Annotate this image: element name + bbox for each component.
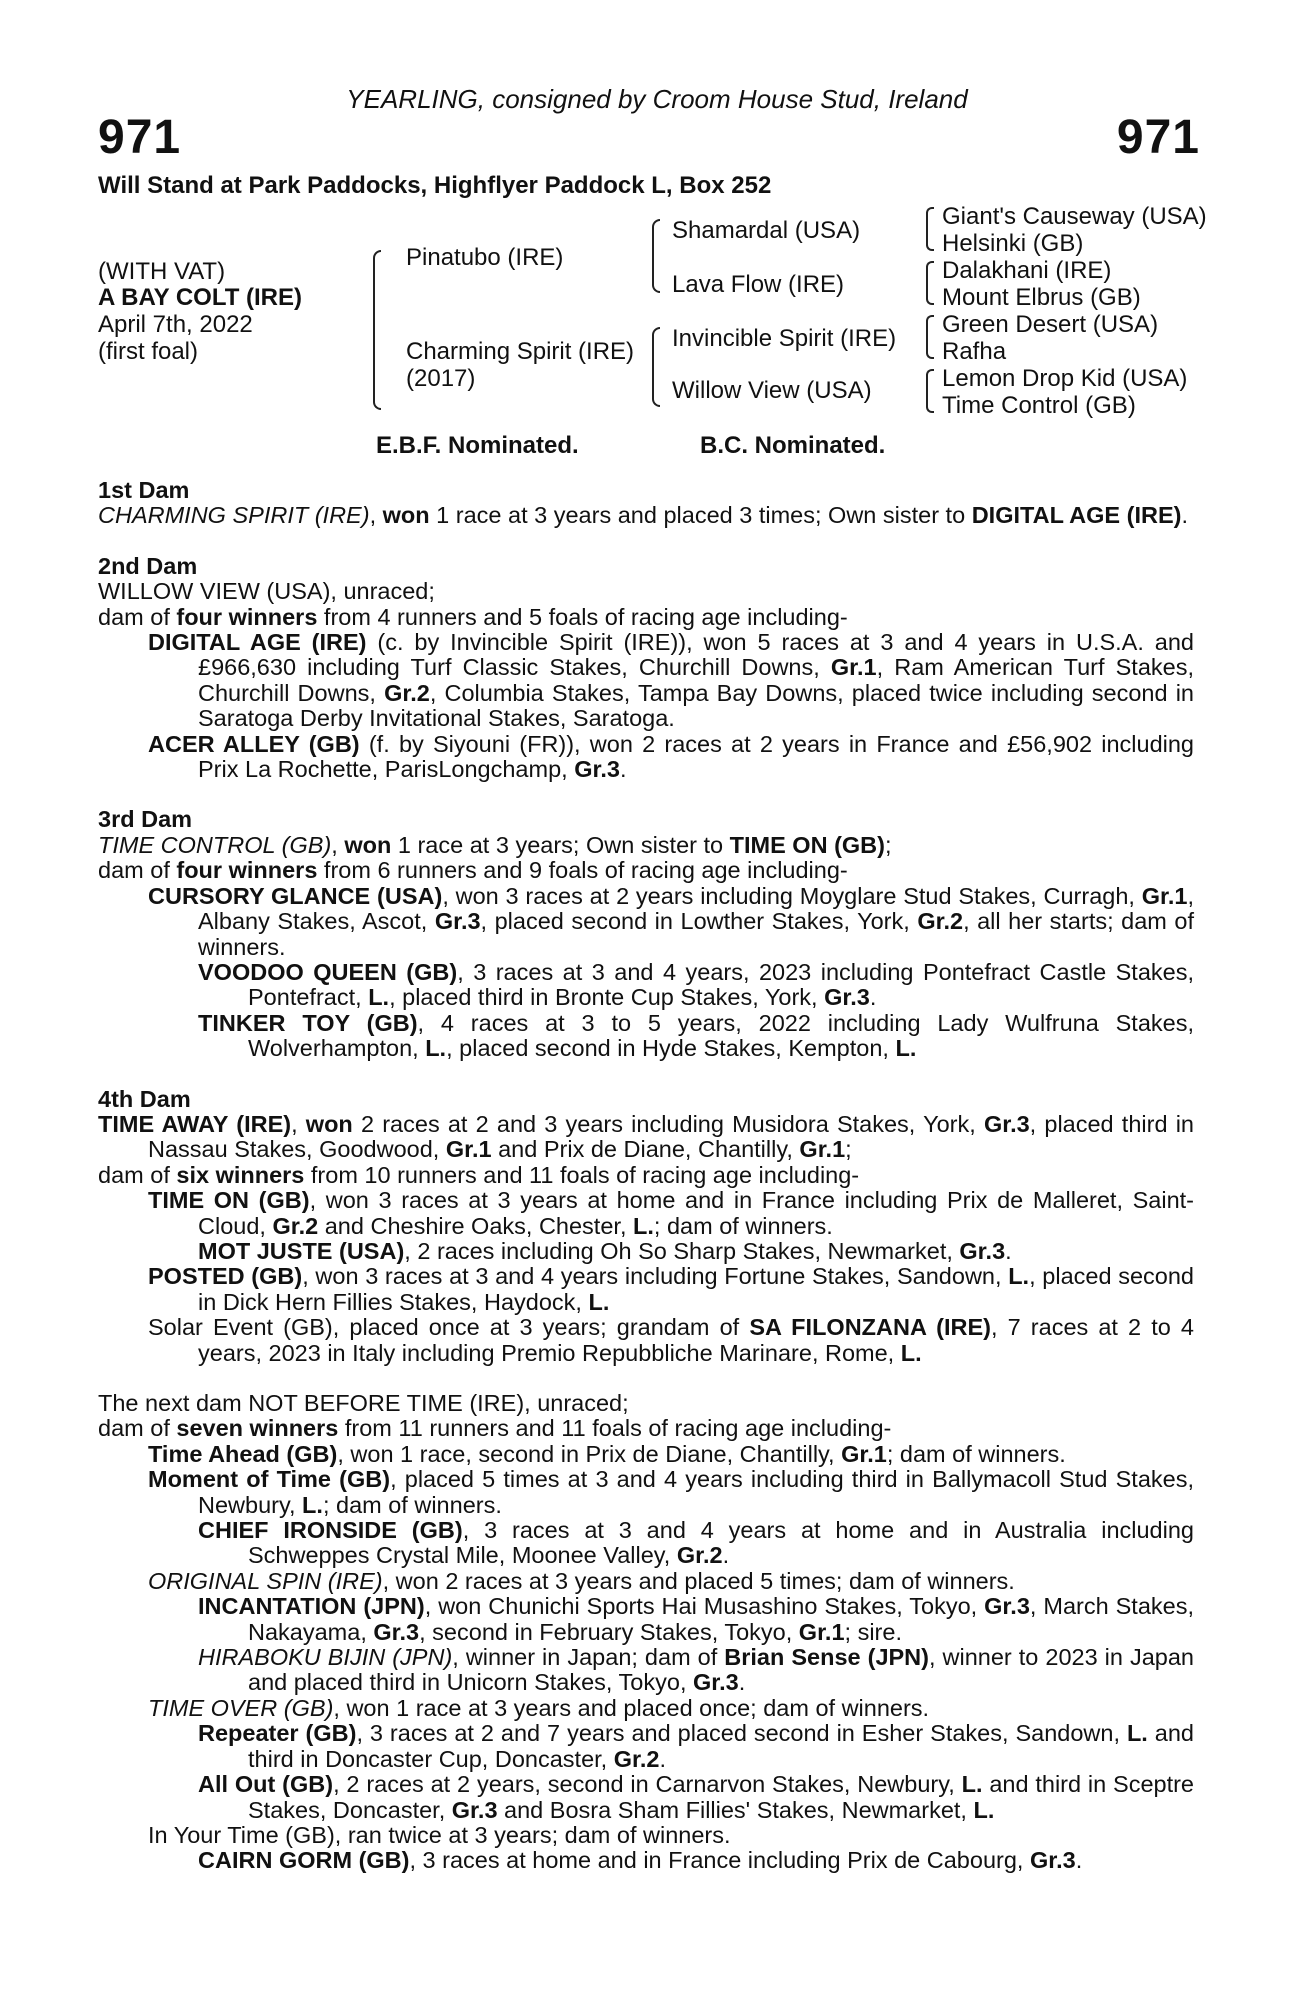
entry-text: from 10 runners and 11 foals of racing age including- xyxy=(304,1161,860,1188)
pedigree-g2: Helsinki (GB) xyxy=(942,230,1084,257)
entry-text: Gr.2 xyxy=(613,1745,660,1772)
entry-text: , 4 races at 3 to 5 years, 2022 including Lady Wulfruna Stakes, Wolverhampton, xyxy=(248,1009,1194,1062)
pedigree-brace-g12 xyxy=(926,207,934,251)
entry-text: CAIRN GORM (GB) xyxy=(198,1847,410,1874)
entry-text: HIRABOKU BIJIN (JPN) xyxy=(198,1644,453,1671)
entry-text: Gr.3 xyxy=(1029,1847,1076,1874)
section-gap xyxy=(98,1366,1194,1391)
lot-number-left: 971 xyxy=(98,111,182,164)
entry-text: L. xyxy=(368,984,390,1011)
entry-text: MOT JUSTE (USA) xyxy=(198,1237,405,1264)
entry-text: L. xyxy=(895,1035,917,1062)
vat-note: (WITH VAT) xyxy=(98,258,226,285)
catalogue-subtitle: YEARLING, consigned by Croom House Stud, Ireland xyxy=(346,84,968,114)
entry-text: Solar Event (GB), placed once at 3 years; grandam of xyxy=(148,1314,750,1341)
entry-text: . xyxy=(722,1542,730,1569)
entry-text: ORIGINAL SPIN (IRE) xyxy=(148,1567,383,1594)
family-entry xyxy=(98,1467,1194,1518)
pedigree-dam-sire: Invincible Spirit (IRE) xyxy=(672,325,897,352)
entry-text: . xyxy=(1005,1237,1012,1264)
entry-text: six winners xyxy=(176,1161,305,1188)
entry-text: TIME OVER (GB) xyxy=(148,1694,334,1721)
entry-text: seven winners xyxy=(176,1415,339,1442)
entry-text: , winner in Japan; dam of xyxy=(452,1644,725,1671)
family-entry xyxy=(98,1772,1194,1823)
family-entry xyxy=(98,1112,1194,1163)
entry-text: ; dam of winners. xyxy=(322,1491,502,1518)
family-entry xyxy=(98,884,1194,960)
entry-text: DIGITAL AGE (IRE) xyxy=(148,629,367,656)
family-entry xyxy=(98,732,1194,783)
entry-text: Brian Sense (JPN) xyxy=(724,1644,929,1671)
pedigree-brace-g56 xyxy=(926,315,934,359)
family-entry xyxy=(98,833,1194,858)
entry-text: Repeater (GB) xyxy=(198,1720,357,1747)
foaling-date: April 7th, 2022 xyxy=(98,311,253,338)
pedigree-g5: Green Desert (USA) xyxy=(942,311,1159,338)
family-entry xyxy=(98,503,1194,528)
family-entry xyxy=(98,1645,1194,1696)
entry-text: , placed second in Lowther Stakes, York, xyxy=(480,908,918,935)
entry-text: Gr.3 xyxy=(574,756,620,783)
pedigree-g4: Mount Elbrus (GB) xyxy=(942,284,1141,311)
entry-text: Gr.2 xyxy=(272,1212,319,1239)
entry-text: won xyxy=(344,831,392,858)
bc-nominated: B.C. Nominated. xyxy=(700,432,886,459)
pedigree-sire-sire: Shamardal (USA) xyxy=(672,217,861,244)
entry-text: and third in Sceptre Stakes, Doncaster, xyxy=(248,1771,1195,1823)
family-entry xyxy=(98,1721,1194,1772)
entry-text: Gr.3 xyxy=(983,1110,1030,1137)
entry-text: and Bosra Sham Fillies' Stakes, Newmarket, xyxy=(497,1796,974,1823)
section-gap xyxy=(98,1062,1194,1087)
entry-text: CHARMING SPIRIT (IRE) xyxy=(98,502,370,529)
entry-text: dam of xyxy=(98,1415,177,1442)
entry-text: . xyxy=(659,1745,666,1772)
entry-text: L. xyxy=(973,1796,995,1823)
pedigree-g1: Giant's Causeway (USA) xyxy=(942,203,1207,230)
entry-text: TINKER TOY (GB) xyxy=(198,1009,418,1036)
section-heading: 1st Dam xyxy=(98,477,190,503)
entry-text: won xyxy=(305,1110,353,1137)
entry-text: , Albany Stakes, Ascot, xyxy=(198,882,1195,935)
entry-text: , won 3 races at 3 and 4 years including Fortune Stakes, Sandown, xyxy=(302,1263,1009,1290)
family-entry xyxy=(98,1416,1194,1441)
section-heading: 3rd Dam xyxy=(98,806,193,833)
stand-location: Will Stand at Park Paddocks, Highflyer Paddock L, Box 252 xyxy=(98,172,772,199)
entry-text: 2 races at 2 and 3 years including Musidora Stakes, York, xyxy=(352,1110,984,1137)
entry-text: Gr.2 xyxy=(676,1542,723,1569)
entry-text: TIME ON (GB) xyxy=(729,831,885,858)
family-entry xyxy=(98,1163,1194,1188)
entry-text: dam of xyxy=(98,603,177,630)
entry-text: , 2 races at 2 years, second in Carnarvon Stakes, Newbury, xyxy=(333,1771,962,1798)
entry-text: (f. by Siyouni (FR)), won 2 races at 2 years in France and £56,902 including Prix La Rochette, ParisLongchamp, xyxy=(198,730,1194,783)
entry-text: L. xyxy=(1008,1263,1030,1290)
family-entry xyxy=(98,960,1194,1011)
section-heading: 2nd Dam xyxy=(98,552,198,579)
entry-text: from 11 runners and 11 foals of racing age including- xyxy=(338,1415,892,1442)
family-entry xyxy=(98,1518,1194,1569)
entry-text: ; sire. xyxy=(844,1618,902,1645)
family-entry xyxy=(98,1848,1194,1873)
pedigree-dam: Charming Spirit (IRE) xyxy=(406,338,635,365)
pedigree-brace-dam xyxy=(652,327,660,407)
entry-text: VOODOO QUEEN (GB) xyxy=(198,958,458,985)
entry-text: Gr.1 xyxy=(445,1136,492,1163)
pedigree-brace-main xyxy=(373,250,381,410)
entry-text: Gr.1 xyxy=(841,1440,887,1467)
entry-text: Gr.2 xyxy=(917,908,964,935)
entry-text: , 3 races at 3 and 4 years, 2023 including Pontefract Castle Stakes, Pontefract, xyxy=(248,958,1194,1011)
entry-text: , xyxy=(369,502,383,529)
entry-text: 1 race at 3 years and placed 3 times; Own sister to xyxy=(429,502,972,529)
entry-text: ; dam of winners. xyxy=(653,1212,833,1239)
entry-text: 1 race at 3 years; Own sister to xyxy=(391,831,730,858)
family-entry xyxy=(98,1264,1194,1315)
entry-text: , placed third in Nassau Stakes, Goodwood, xyxy=(148,1110,1194,1163)
entry-text: from 4 runners and 5 foals of racing age including- xyxy=(317,603,848,630)
entry-text: and Cheshire Oaks, Chester, xyxy=(318,1212,633,1239)
entry-text: , xyxy=(291,1110,306,1137)
entry-text: . xyxy=(1075,1847,1083,1874)
lot-number-right: 971 xyxy=(1116,111,1200,164)
entry-text: , March Stakes, Nakayama, xyxy=(248,1593,1194,1645)
horse-name: A BAY COLT (IRE) xyxy=(98,284,303,311)
pedigree-g7: Lemon Drop Kid (USA) xyxy=(942,365,1188,392)
entry-text: , 7 races at 2 to 4 years, 2023 in Italy including Premio Repubbliche Marinare, Rome, xyxy=(198,1314,1194,1366)
pedigree-dam-year: (2017) xyxy=(406,365,476,392)
entry-text: four winners xyxy=(176,603,318,630)
dam-section xyxy=(98,554,1194,783)
entry-text: , second in February Stakes, Tokyo, xyxy=(419,1618,799,1645)
family-entry xyxy=(98,1011,1194,1062)
entry-text: , 3 races at home and in France including Prix de Cabourg, xyxy=(409,1847,1030,1874)
entry-text: , won Chunichi Sports Hai Musashino Stakes, Tokyo, xyxy=(424,1593,985,1620)
entry-text: . xyxy=(869,984,877,1011)
dam-section xyxy=(98,807,1194,1061)
entry-text: TIME CONTROL (GB) xyxy=(98,831,332,858)
entry-text: dam of xyxy=(98,1161,177,1188)
entry-text: , Columbia Stakes, Tampa Bay Downs, placed twice including second in Saratoga Derby Invitational Stakes, Saratoga. xyxy=(198,679,1194,732)
entry-text: The next dam NOT BEFORE TIME (IRE), unraced; xyxy=(98,1390,629,1416)
entry-text: SA FILONZANA (IRE) xyxy=(749,1314,991,1341)
entry-text: , Ram American Turf Stakes, Churchill Downs, xyxy=(198,654,1194,706)
entry-text: INCANTATION (JPN) xyxy=(198,1593,425,1620)
entry-text: Gr.2 xyxy=(384,679,430,706)
entry-text: Gr.1 xyxy=(798,1618,845,1645)
entry-text: , 2 races including Oh So Sharp Stakes, Newmarket, xyxy=(404,1237,960,1264)
family-entry xyxy=(98,1696,1194,1721)
entry-text: dam of xyxy=(98,857,177,884)
entry-text: In Your Time (GB), ran twice at 3 years; dam of winners. xyxy=(148,1821,731,1848)
entry-text: , won 1 race, second in Prix de Diane, Chantilly, xyxy=(337,1440,842,1467)
entry-text: POSTED (GB) xyxy=(148,1263,303,1290)
family-entry xyxy=(98,1569,1194,1594)
entry-text: ACER ALLEY (GB) xyxy=(148,730,360,757)
entry-text: Gr.3 xyxy=(959,1237,1006,1264)
entry-text: ; dam of winners. xyxy=(886,1440,1066,1467)
pedigree-dam-dam: Willow View (USA) xyxy=(672,377,872,404)
entry-text: , won 3 races at 3 years at home and in France including Prix de Malleret, Saint-Cloud, xyxy=(198,1187,1195,1239)
dam-section xyxy=(98,1391,1194,1874)
entry-text: , placed 5 times at 3 and 4 years including third in Ballymacoll Stud Stakes, Newbury, xyxy=(198,1466,1194,1518)
entry-text: won xyxy=(382,502,430,529)
dam-section xyxy=(98,1087,1194,1366)
family-entry xyxy=(98,605,1194,630)
entry-text: Gr.3 xyxy=(373,1618,420,1645)
entry-text: Gr.3 xyxy=(451,1796,498,1823)
entry-text: WILLOW VIEW (USA), unraced; xyxy=(98,578,435,605)
pedigree-sire: Pinatubo (IRE) xyxy=(406,244,564,271)
entry-text: . xyxy=(1181,502,1188,529)
entry-text: Gr.3 xyxy=(984,1593,1030,1620)
entry-text: , all her starts; dam of winners. xyxy=(198,908,1194,960)
pedigree-brace-g34 xyxy=(926,261,934,305)
entry-text: CHIEF IRONSIDE (GB) xyxy=(198,1517,463,1544)
pedigree-g6: Rafha xyxy=(942,338,1007,365)
entry-text: L. xyxy=(900,1339,922,1366)
entry-text: , won 3 races at 2 years including Moyglare Stud Stakes, Curragh, xyxy=(442,882,1142,909)
entry-text: , placed second in Hyde Stakes, Kempton, xyxy=(446,1035,896,1062)
entry-text: , won 1 race at 3 years and placed once; dam of winners. xyxy=(333,1694,930,1721)
pedigree-notes xyxy=(98,478,1194,1874)
pedigree-brace-sire xyxy=(652,219,660,293)
entry-text: ; xyxy=(884,831,892,858)
entry-text: , 3 races at 2 and 7 years and placed second in Esher Stakes, Sandown, xyxy=(356,1720,1127,1747)
entry-text: Moment of Time (GB) xyxy=(148,1466,391,1493)
family-entry xyxy=(98,579,1194,604)
entry-text: , placed second in Dick Hern Fillies Stakes, Haydock, xyxy=(198,1263,1194,1315)
family-entry xyxy=(98,1239,1194,1264)
foal-note: (first foal) xyxy=(98,338,199,365)
entry-text: TIME ON (GB) xyxy=(148,1187,310,1214)
family-entry xyxy=(98,1391,1194,1416)
pedigree-sire-dam: Lava Flow (IRE) xyxy=(672,271,845,298)
entry-text: Time Ahead (GB) xyxy=(148,1440,338,1467)
entry-text: and Prix de Diane, Chantilly, xyxy=(491,1136,800,1163)
entry-text: . xyxy=(619,756,627,783)
entry-text: All Out (GB) xyxy=(198,1771,334,1798)
family-entry xyxy=(98,1823,1194,1848)
family-entry xyxy=(98,1594,1194,1645)
pedigree-g3: Dalakhani (IRE) xyxy=(942,257,1112,284)
entry-text: L. xyxy=(588,1288,610,1315)
family-entry xyxy=(98,630,1194,732)
entry-text: ; xyxy=(845,1136,852,1163)
entry-text: DIGITAL AGE (IRE) xyxy=(971,502,1182,529)
pedigree-g8: Time Control (GB) xyxy=(942,392,1136,419)
entry-text: Gr.3 xyxy=(824,984,870,1011)
entry-text: L. xyxy=(425,1035,447,1062)
family-entry xyxy=(98,1442,1194,1467)
entry-text: , winner to 2023 in Japan and placed third in Unicorn Stakes, Tokyo, xyxy=(248,1644,1194,1696)
section-gap xyxy=(98,782,1194,807)
entry-text: , xyxy=(331,831,345,858)
dam-section xyxy=(98,478,1194,529)
entry-text: and third in Doncaster Cup, Doncaster, xyxy=(248,1720,1194,1772)
family-entry xyxy=(98,1188,1194,1239)
section-heading: 4th Dam xyxy=(98,1085,191,1112)
entry-text: TIME AWAY (IRE) xyxy=(98,1110,292,1137)
entry-text: L. xyxy=(961,1771,983,1798)
family-entry xyxy=(98,1315,1194,1366)
entry-text: L. xyxy=(302,1491,323,1518)
pedigree-brace-g78 xyxy=(926,369,934,413)
entry-text: L. xyxy=(1126,1720,1148,1747)
entry-text: , 3 races at 3 and 4 years at home and in Australia including Schweppes Crystal Mile, Moonee Valley, xyxy=(248,1517,1194,1569)
family-entry xyxy=(98,858,1194,883)
entry-text: , placed third in Bronte Cup Stakes, York, xyxy=(389,984,825,1011)
entry-text: Gr.3 xyxy=(434,908,481,935)
entry-text: Gr.1 xyxy=(1141,882,1188,909)
entry-text: Gr.3 xyxy=(693,1669,739,1696)
entry-text: four winners xyxy=(176,857,318,884)
entry-text: CURSORY GLANCE (USA) xyxy=(148,882,443,909)
entry-text: from 6 runners and 9 foals of racing age including- xyxy=(317,857,848,884)
section-gap xyxy=(98,529,1194,554)
entry-text: , won 2 races at 3 years and placed 5 times; dam of winners. xyxy=(382,1567,1015,1594)
entry-text: . xyxy=(738,1669,746,1696)
entry-text: Gr.1 xyxy=(830,654,877,681)
ebf-nominated: E.B.F. Nominated. xyxy=(376,432,579,459)
entry-text: Gr.1 xyxy=(799,1136,846,1163)
entry-text: (c. by Invincible Spirit (IRE)), won 5 races at 3 and 4 years in U.S.A. and £966,630 including Turf Classic Stakes, Churchill Downs, xyxy=(198,629,1194,681)
entry-text: L. xyxy=(633,1212,654,1239)
